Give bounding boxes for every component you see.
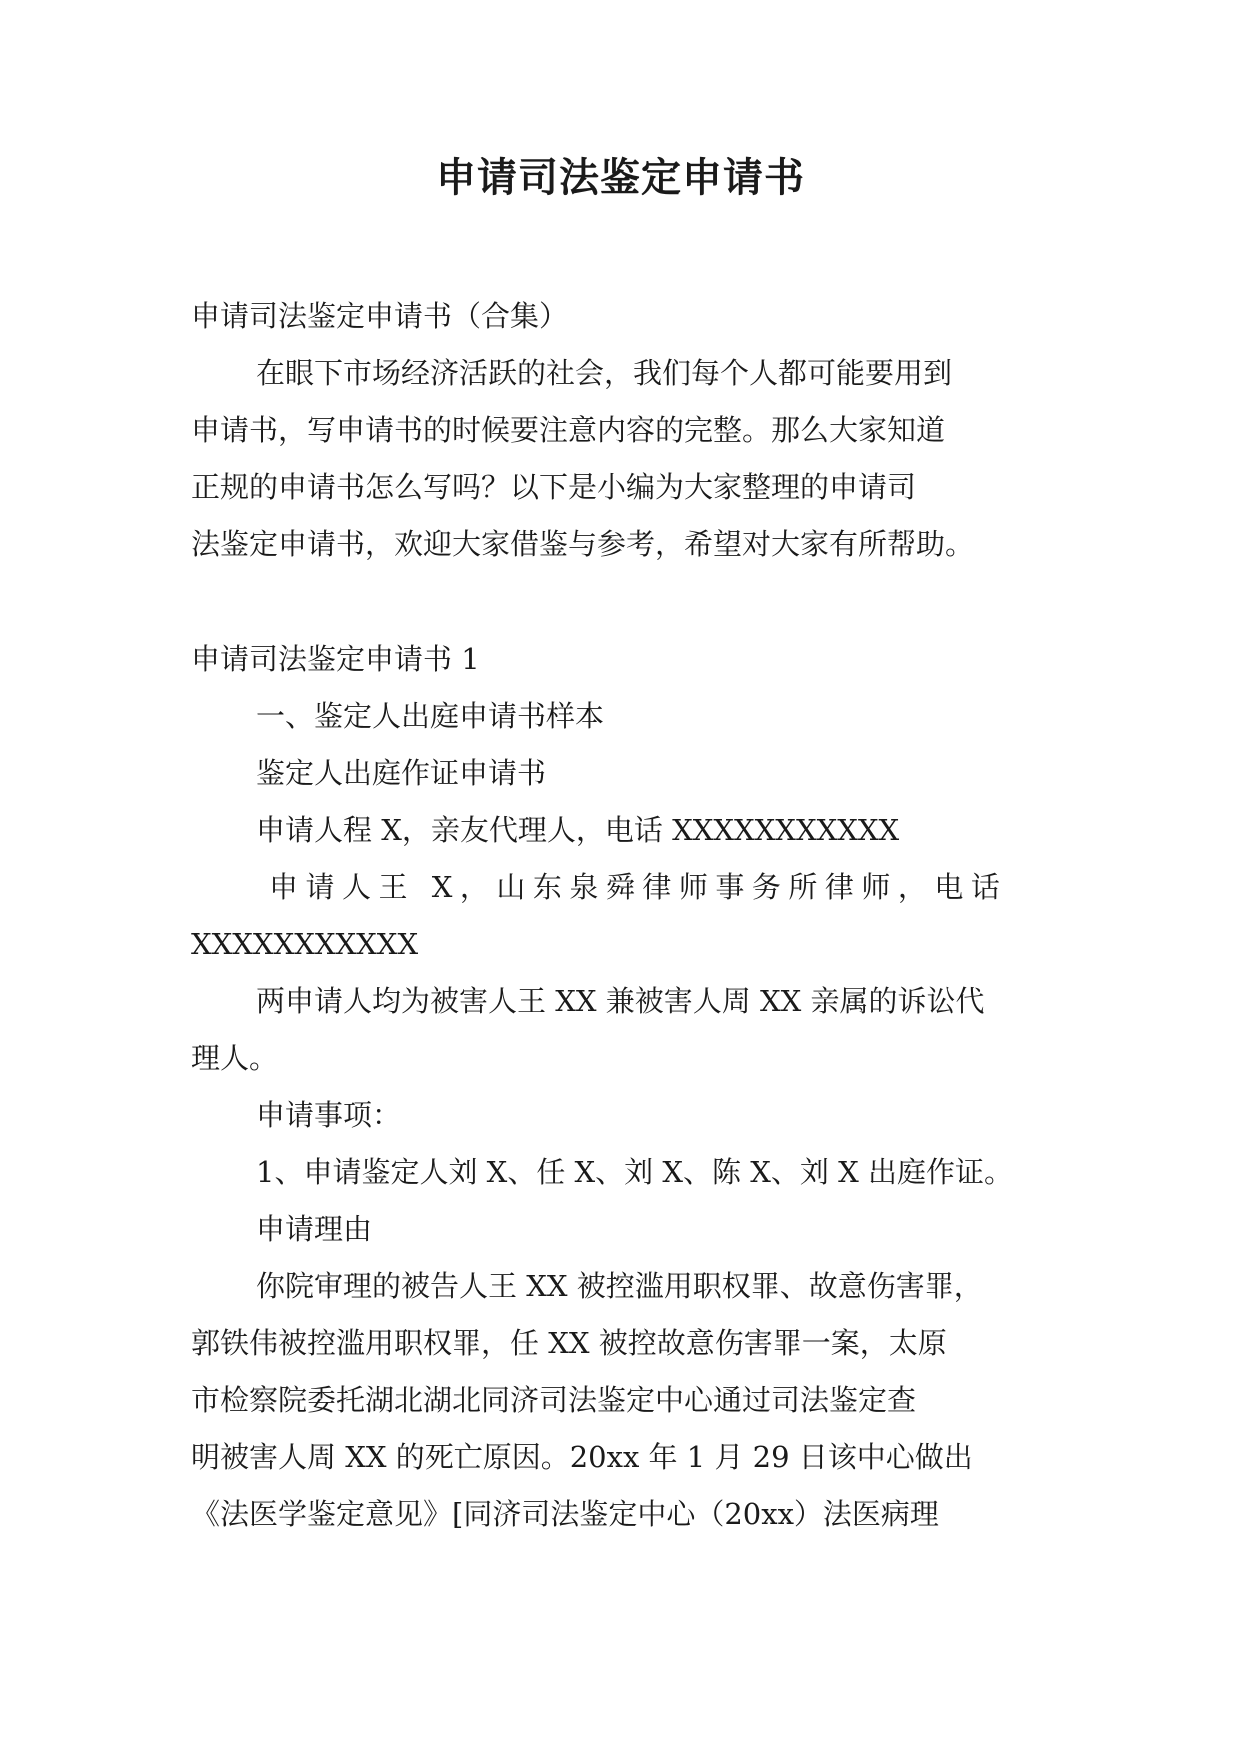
applicant-2-line-1 xyxy=(191,859,1050,916)
agents-line-1: 两申请人均为被害人王 XX 兼被害人周 XX 亲属的诉讼代 xyxy=(256,984,985,1018)
page-title: 申请司法鉴定申请书 xyxy=(436,155,805,201)
document-body xyxy=(191,288,1050,1543)
agents-line-2: 理人。 xyxy=(191,1041,279,1075)
item-heading: 一、鉴定人出庭申请书样本 xyxy=(256,699,605,733)
applicant-1: 申请人程 X，亲友代理人，电话 XXXXXXXXXXX xyxy=(256,813,900,847)
matters-label: 申请事项： xyxy=(256,1098,402,1132)
intro-line-1: 在眼下市场经济活跃的社会，我们每个人都可能要用到 xyxy=(256,356,953,390)
reason-line-5: 《法医学鉴定意见》[同济司法鉴定中心（20xx）法医病理 xyxy=(191,1497,939,1531)
intro-line-4: 法鉴定申请书，欢迎大家借鉴与参考，希望对大家有所帮助。 xyxy=(191,527,975,561)
section-heading: 申请司法鉴定申请书 1 xyxy=(191,642,480,676)
matter-1: 1、申请鉴定人刘 X、任 X、刘 X、陈 X、刘 X 出庭作证。 xyxy=(256,1155,1013,1189)
intro-line-3: 正规的申请书怎么写吗？以下是小编为大家整理的申请司 xyxy=(191,470,917,504)
form-title: 鉴定人出庭作证申请书 xyxy=(256,756,547,790)
paragraph-gap xyxy=(191,573,1050,631)
reason-line-2: 郭铁伟被控滥用职权罪，任 XX 被控故意伤害罪一案，太原 xyxy=(191,1326,947,1360)
reason-label: 申请理由 xyxy=(256,1212,373,1246)
applicant-2-line-2: XXXXXXXXXXX xyxy=(191,927,419,961)
applicant-2-text: 申请人王 X，山东泉舜律师事务所律师，电话 xyxy=(269,870,1008,904)
intro-line-2: 申请书，写申请书的时候要注意内容的完整。那么大家知道 xyxy=(191,413,946,447)
subtitle: 申请司法鉴定申请书（合集） xyxy=(191,299,569,333)
reason-line-4: 明被害人周 XX 的死亡原因。20xx 年 1 月 29 日该中心做出 xyxy=(191,1440,973,1474)
reason-line-1: 你院审理的被告人王 XX 被控滥用职权罪、故意伤害罪， xyxy=(256,1269,983,1303)
reason-line-3: 市检察院委托湖北湖北同济司法鉴定中心通过司法鉴定查 xyxy=(191,1383,917,1417)
